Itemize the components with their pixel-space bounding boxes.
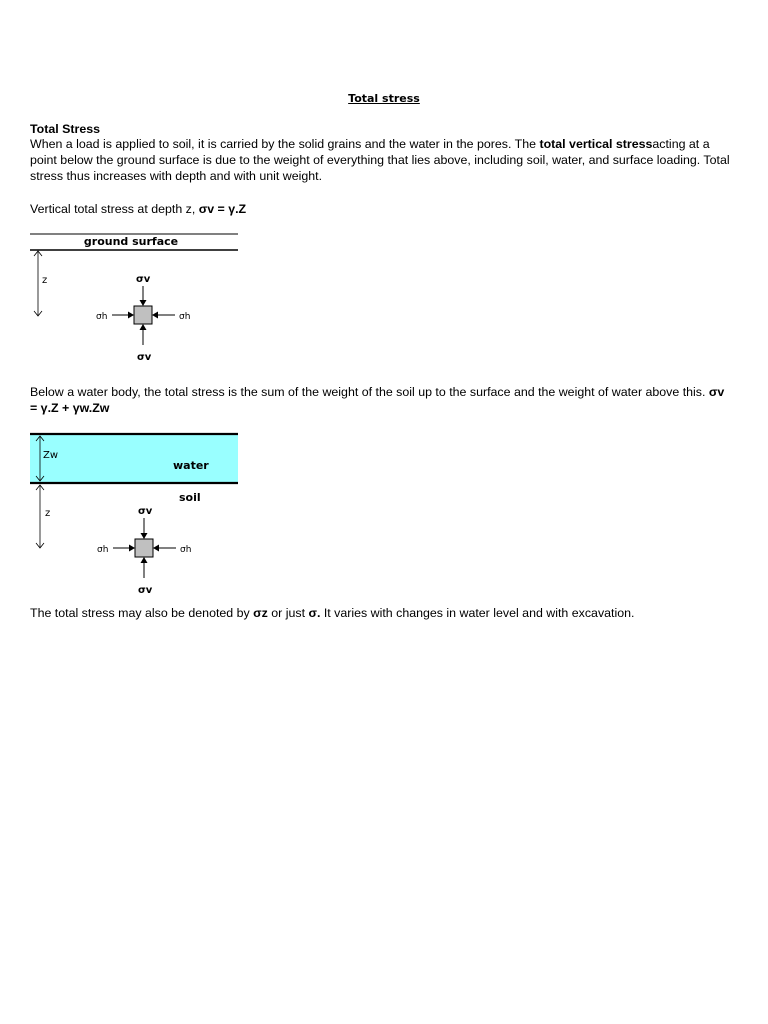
water-label: water — [173, 459, 209, 472]
page-title-text: Total stress — [348, 92, 420, 105]
sigma-v-arrow-bottom-2 — [141, 557, 148, 563]
soil-element-submerged — [135, 539, 153, 557]
sigma-v-label-top-2: σv — [138, 506, 153, 517]
sigma-h-label-right: σh — [179, 312, 191, 322]
sigma-h-label-right-2: σh — [180, 545, 192, 555]
sigma-v-label-bottom: σv — [137, 352, 152, 363]
sigma-h-label-left: σh — [96, 312, 108, 322]
sigma-h-arrow-right-2 — [153, 545, 159, 552]
water-depth-label: Zw — [43, 450, 59, 461]
formula-prefix: Vertical total stress at depth z, — [30, 202, 199, 216]
ground-surface-label: ground surface — [83, 235, 179, 248]
notation-paragraph — [30, 605, 730, 621]
depth-label: z — [42, 275, 48, 286]
sigma-h-arrow-right — [152, 312, 158, 319]
sigma-v-label-bottom-2: σv — [138, 585, 153, 596]
sigma-v-arrow-top-2 — [141, 533, 148, 539]
formula-vertical-stress: σv = γ.Z — [198, 202, 247, 216]
formula-submerged-stress: σv = γ.Z + γw.Zw — [30, 385, 725, 415]
sigma-v-arrow-top — [140, 300, 147, 306]
water-body-paragraph — [30, 384, 730, 416]
soil-depth-label: z — [45, 508, 51, 519]
soil-label: soil — [179, 491, 201, 504]
sigma-z-symbol: σz — [253, 606, 268, 620]
intro-text-b: acting at a point below the ground surface is due to the weight of everything that lies above, including soil, water, and surface loading. Total stress thus increases with depth and with unit weight. — [30, 137, 730, 183]
sigma-v-label-top: σv — [136, 274, 151, 285]
section-heading: Total Stress — [30, 122, 101, 136]
notation-text-a: The total stress may also be denoted by — [30, 606, 254, 620]
sigma-h-arrow-left-2 — [129, 545, 135, 552]
intro-bold-term: total vertical stress — [539, 137, 653, 151]
sigma-h-arrow-left — [128, 312, 134, 319]
intro-text-a: When a load is applied to soil, it is carried by the solid grains and the water in the pores. The — [30, 137, 540, 151]
sigma-symbol: σ. — [308, 606, 321, 620]
sigma-h-label-left-2: σh — [97, 545, 109, 555]
water-body-text: Below a water body, the total stress is the sum of the weight of the soil up to the surface and the weight of water above this. — [30, 385, 709, 399]
sigma-v-arrow-bottom — [140, 324, 147, 330]
soil-element — [134, 306, 152, 324]
notation-text-b: or just — [267, 606, 309, 620]
notation-text-c: It varies with changes in water level and with excavation. — [320, 606, 635, 620]
